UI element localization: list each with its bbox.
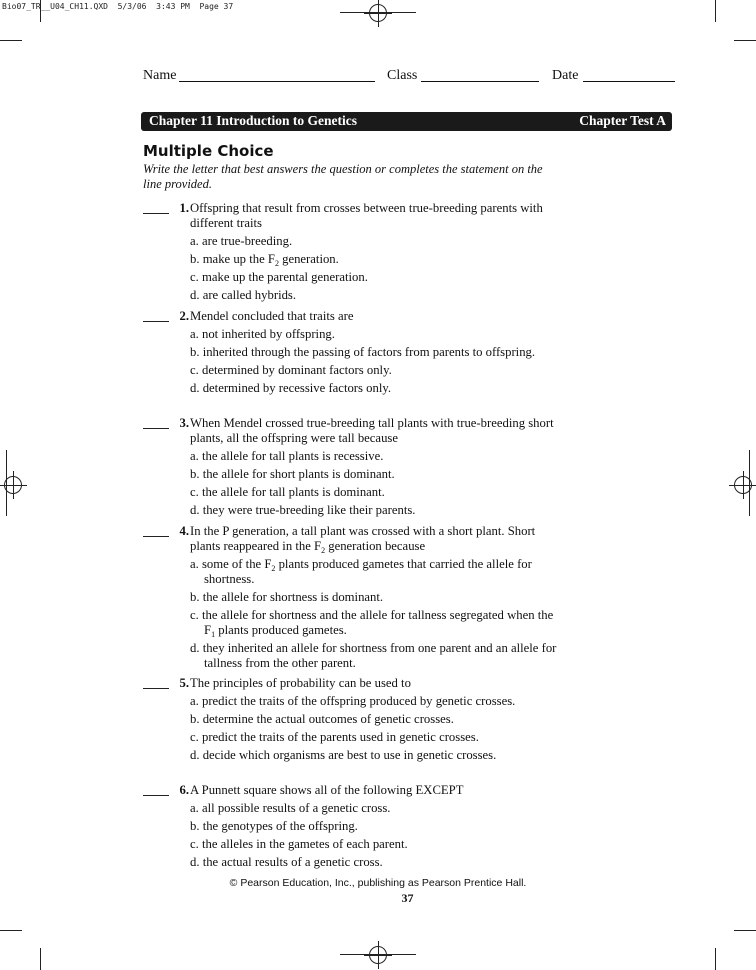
answer-blank[interactable] [143, 321, 169, 322]
option-b: b. the allele for shortness is dominant. [190, 590, 384, 604]
question-4 [143, 524, 563, 671]
question-stem: When Mendel crossed true-breeding tall plants with true-breeding short plants, all the offspring were tall because [190, 416, 554, 445]
question-stem: Offspring that result from crosses between true-breeding parents with different traits [190, 201, 543, 230]
chapter-banner [141, 112, 672, 131]
option-a: a. some of the $F_2$ plants produced gametes that carried the allele for shortness. [190, 557, 532, 586]
option-a: a. predict the traits of the offspring produced by genetic crosses. [190, 694, 516, 708]
option-d: d. they inherited an allele for shortness from one parent and an allele for tallness from the other parent. [190, 641, 557, 670]
question-number: 5. [179, 676, 189, 690]
date-label: Date [552, 68, 579, 83]
question-3 [143, 416, 563, 518]
question-5 [143, 676, 563, 763]
option-c: c. predict the traits of the parents used in genetic crosses. [190, 730, 479, 744]
name-field[interactable] [179, 81, 375, 82]
option-d: d. determined by recessive factors only. [190, 381, 392, 395]
registration-mark-left [4, 476, 22, 494]
answer-blank[interactable] [143, 428, 169, 429]
registration-mark-top [369, 4, 387, 22]
section-instructions: Write the letter that best answers the question or completes the statement on the line provided. [143, 162, 543, 191]
question-number: 2. [179, 309, 189, 323]
question-6 [143, 783, 563, 870]
option-a: a. are true-breeding. [190, 234, 293, 248]
question-2 [143, 309, 563, 396]
question-stem: Mendel concluded that traits are [190, 309, 354, 323]
option-b: b. the genotypes of the offspring. [190, 819, 358, 833]
option-a: a. not inherited by offspring. [190, 327, 335, 341]
page-number: 37 [401, 891, 414, 905]
registration-mark-right [734, 476, 752, 494]
class-label: Class [387, 68, 418, 83]
question-stem: A Punnett square shows all of the following EXCEPT [190, 783, 464, 797]
question-number: 3. [179, 416, 189, 430]
answer-blank[interactable] [143, 688, 169, 689]
option-c: c. the allele for shortness and the allele for tallness segregated when the $F_1$ plants produced gametes. [190, 608, 554, 639]
chapter-title: Chapter 11 Introduction to Genetics [149, 113, 358, 128]
test-label: Chapter Test A [579, 113, 666, 128]
option-b: b. the allele for short plants is dominant. [190, 467, 395, 481]
question-stem: The principles of probability can be used to [190, 676, 411, 690]
answer-blank[interactable] [143, 536, 169, 537]
copyright-notice: © Pearson Education, Inc., publishing as Pearson Prentice Hall. [229, 877, 527, 889]
question-stem: In the P generation, a tall plant was crossed with a short plant. Short plants reappeared in the $F_2$ generation because [190, 524, 536, 555]
printer-slug: Bio07_TR__U04_CH11.QXD 5/3/06 3:43 PM Page 37 [2, 2, 234, 11]
question-1 [143, 201, 563, 303]
option-a: a. all possible results of a genetic cross. [190, 801, 391, 815]
question-number: 1. [179, 201, 189, 215]
answer-blank[interactable] [143, 213, 169, 214]
option-c: c. determined by dominant factors only. [190, 363, 392, 377]
option-b: b. inherited through the passing of factors from parents to offspring. [190, 345, 536, 359]
option-a: a. the allele for tall plants is recessive. [190, 449, 384, 463]
option-b: b. determine the actual outcomes of genetic crosses. [190, 712, 454, 726]
option-b: b. make up the $F_2$ generation. [190, 252, 339, 268]
student-info-row [143, 68, 675, 86]
option-c: c. the alleles in the gametes of each parent. [190, 837, 408, 851]
option-d: d. decide which organisms are best to use in genetic crosses. [190, 748, 497, 762]
registration-mark-bottom [369, 946, 387, 964]
question-number: 4. [179, 524, 189, 538]
class-field[interactable] [421, 81, 539, 82]
answer-blank[interactable] [143, 795, 169, 796]
date-field[interactable] [583, 81, 675, 82]
section-title: Multiple Choice [143, 142, 274, 160]
option-d: d. are called hybrids. [190, 288, 297, 302]
option-c: c. make up the parental generation. [190, 270, 368, 284]
option-d: d. the actual results of a genetic cross. [190, 855, 383, 869]
option-d: d. they were true-breeding like their parents. [190, 503, 416, 517]
question-number: 6. [179, 783, 189, 797]
name-label: Name [143, 68, 177, 83]
option-c: c. the allele for tall plants is dominant. [190, 485, 385, 499]
